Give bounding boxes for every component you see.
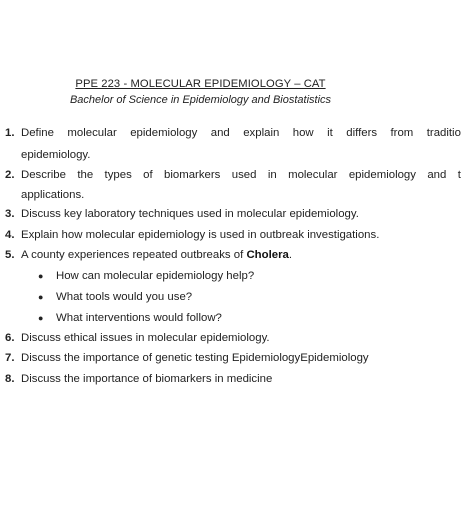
question-text: Explain how molecular epidemiology is used in outbreak investigations. [21, 229, 380, 241]
question-text: Discuss key laboratory techniques used in molecular epidemiology. [21, 208, 359, 220]
question-number: 5. [5, 249, 15, 261]
bullet-icon: ● [38, 271, 44, 281]
question-number: 4. [5, 229, 15, 241]
disease-name: Cholera [246, 249, 289, 261]
question-number: 3. [5, 208, 15, 220]
question-text: Discuss the importance of genetic testing EpidemiologyEpidemiology [21, 352, 369, 364]
document-subtitle: Bachelor of Science in Epidemiology and Biostatistics [69, 94, 332, 106]
question-number: 6. [5, 332, 15, 344]
question-text: A county experiences repeated outbreaks of Cholera. [21, 249, 293, 261]
question-text-line: Define molecular epidemiology and explain how it differs from traditio [21, 127, 461, 139]
question-1-continuation: epidemiology. [21, 149, 91, 161]
bullet-icon: ● [38, 313, 44, 323]
subquestion-text: What interventions would follow? [56, 312, 222, 324]
subquestion-text: How can molecular epidemiology help? [56, 270, 255, 282]
question-text-line: Describe the types of biomarkers used in molecular epidemiology and t [21, 169, 461, 181]
question-text: Discuss ethical issues in molecular epidemiology. [21, 332, 270, 344]
question-number: 8. [5, 373, 15, 385]
question-number: 2. [5, 169, 15, 181]
question-number: 1. [5, 127, 15, 139]
question-text: Discuss the importance of biomarkers in medicine [21, 373, 273, 385]
question-number: 7. [5, 352, 15, 364]
subquestion-text: What tools would you use? [56, 291, 193, 303]
question-2-continuation: applications. [21, 189, 85, 201]
document-title: PPE 223 - MOLECULAR EPIDEMIOLOGY – CAT [75, 78, 326, 90]
bullet-icon: ● [38, 292, 44, 302]
